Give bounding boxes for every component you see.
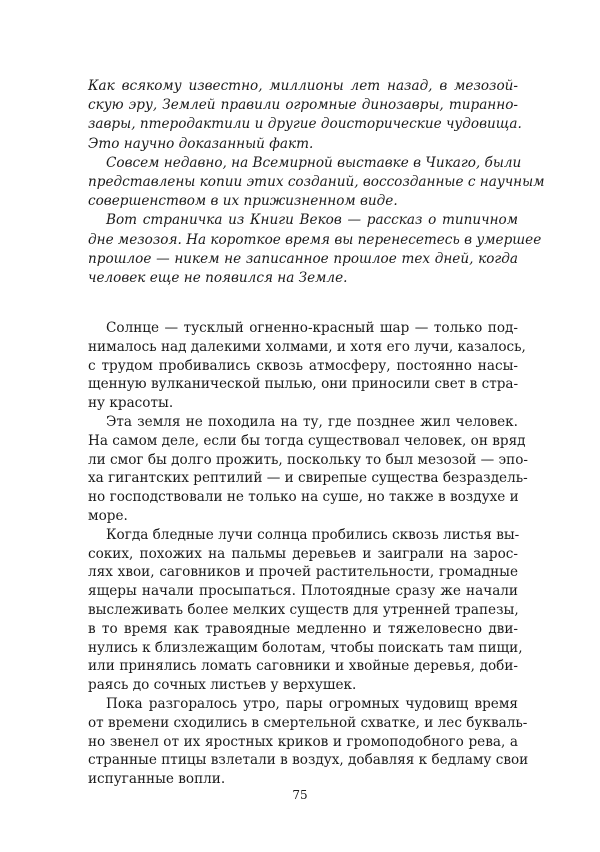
body-line: но звенел от их яростных криков и громоподобного рева, а — [88, 733, 518, 750]
body-line: соких, похожих на пальмы деревьев и заиграли на зарос- — [88, 545, 518, 562]
body-line: Пока разгоралось утро, пары огромных чудовищ время — [106, 696, 518, 712]
intro-line: представлены копии этих созданий, воссозданные с научным — [88, 174, 545, 190]
body-line: испуганные вопли. — [88, 771, 226, 788]
body-line: с трудом пробивались сквозь атмосферу, постоянно насы- — [88, 357, 518, 374]
body-line: лях хвои, саговников и прочей растительности, громадные — [88, 564, 518, 581]
body-line: или принялись ломать саговники и хвойные деревья, доби- — [88, 658, 518, 675]
body-line: раясь до сочных листьев у верхушек. — [88, 677, 357, 694]
intro-line: Вот страничка из Книги Веков — рассказ о типичном — [106, 212, 518, 229]
body-line: ли смог бы долго прожить, поскольку то был мезозой — эпо- — [88, 451, 528, 468]
intro-line: скую эру, Землей правили огромные динозавры, тиранно- — [88, 97, 518, 114]
body-line: Когда бледные лучи солнца пробились сквозь листья вы- — [106, 526, 520, 543]
intro-line: Это научно доказанный факт. — [88, 135, 314, 152]
body-line: нималось над далекими холмами, и хотя его лучи, казалось, — [88, 338, 526, 355]
body-line: странные птицы взлетали в воздух, добавляя к бедламу свои — [88, 752, 529, 769]
body-line: Эта земля не походила на ту, где позднее жил человек. — [106, 414, 518, 430]
intro-line: завры, птеродактили и другие доисторические чудовища. — [88, 116, 522, 133]
intro-line: совершенством в их прижизненном виде. — [88, 193, 398, 210]
body-line: в то время как травоядные медленно и тяжеловесно дви- — [88, 620, 518, 637]
intro-line: дне мезозоя. На короткое время вы перенесетесь в умершее — [88, 231, 542, 248]
intro-line: Как всякому известно, миллионы лет назад, в мезозой- — [88, 78, 518, 94]
intro-line: прошлое — никем не записанное прошлое тех дней, когда — [88, 250, 518, 267]
body-line: ха гигантских рептилий — и свирепые существа безраздель- — [88, 470, 528, 487]
body-line: Солнце — тусклый огненно-красный шар — только под- — [106, 320, 518, 336]
body-line: море. — [88, 508, 128, 524]
body-line: ящеры начали просыпаться. Плотоядные сразу же начали — [88, 583, 518, 600]
body-line: выслеживать более мелких существ для утренней трапезы, — [88, 602, 519, 618]
intro-line: человек еще не появился на Земле. — [88, 270, 348, 286]
body-line: На самом деле, если бы тогда существовал человек, он вряд — [88, 432, 526, 449]
body-line: ну красоты. — [88, 395, 174, 412]
page-number: 75 — [292, 788, 308, 802]
body-line: от времени сходились в смертельной схватке, и лес букваль- — [88, 714, 528, 731]
intro-line: Совсем недавно, на Всемирной выставке в Чикаго, были — [106, 154, 522, 171]
body-line: нулись к близлежащим болотам, чтобы поискать там пищи, — [88, 639, 523, 656]
body-line: но господствовали не только на суше, но также в воздухе и — [88, 489, 519, 506]
body-line: щенную вулканической пылью, они приносили свет в стра- — [88, 376, 519, 393]
